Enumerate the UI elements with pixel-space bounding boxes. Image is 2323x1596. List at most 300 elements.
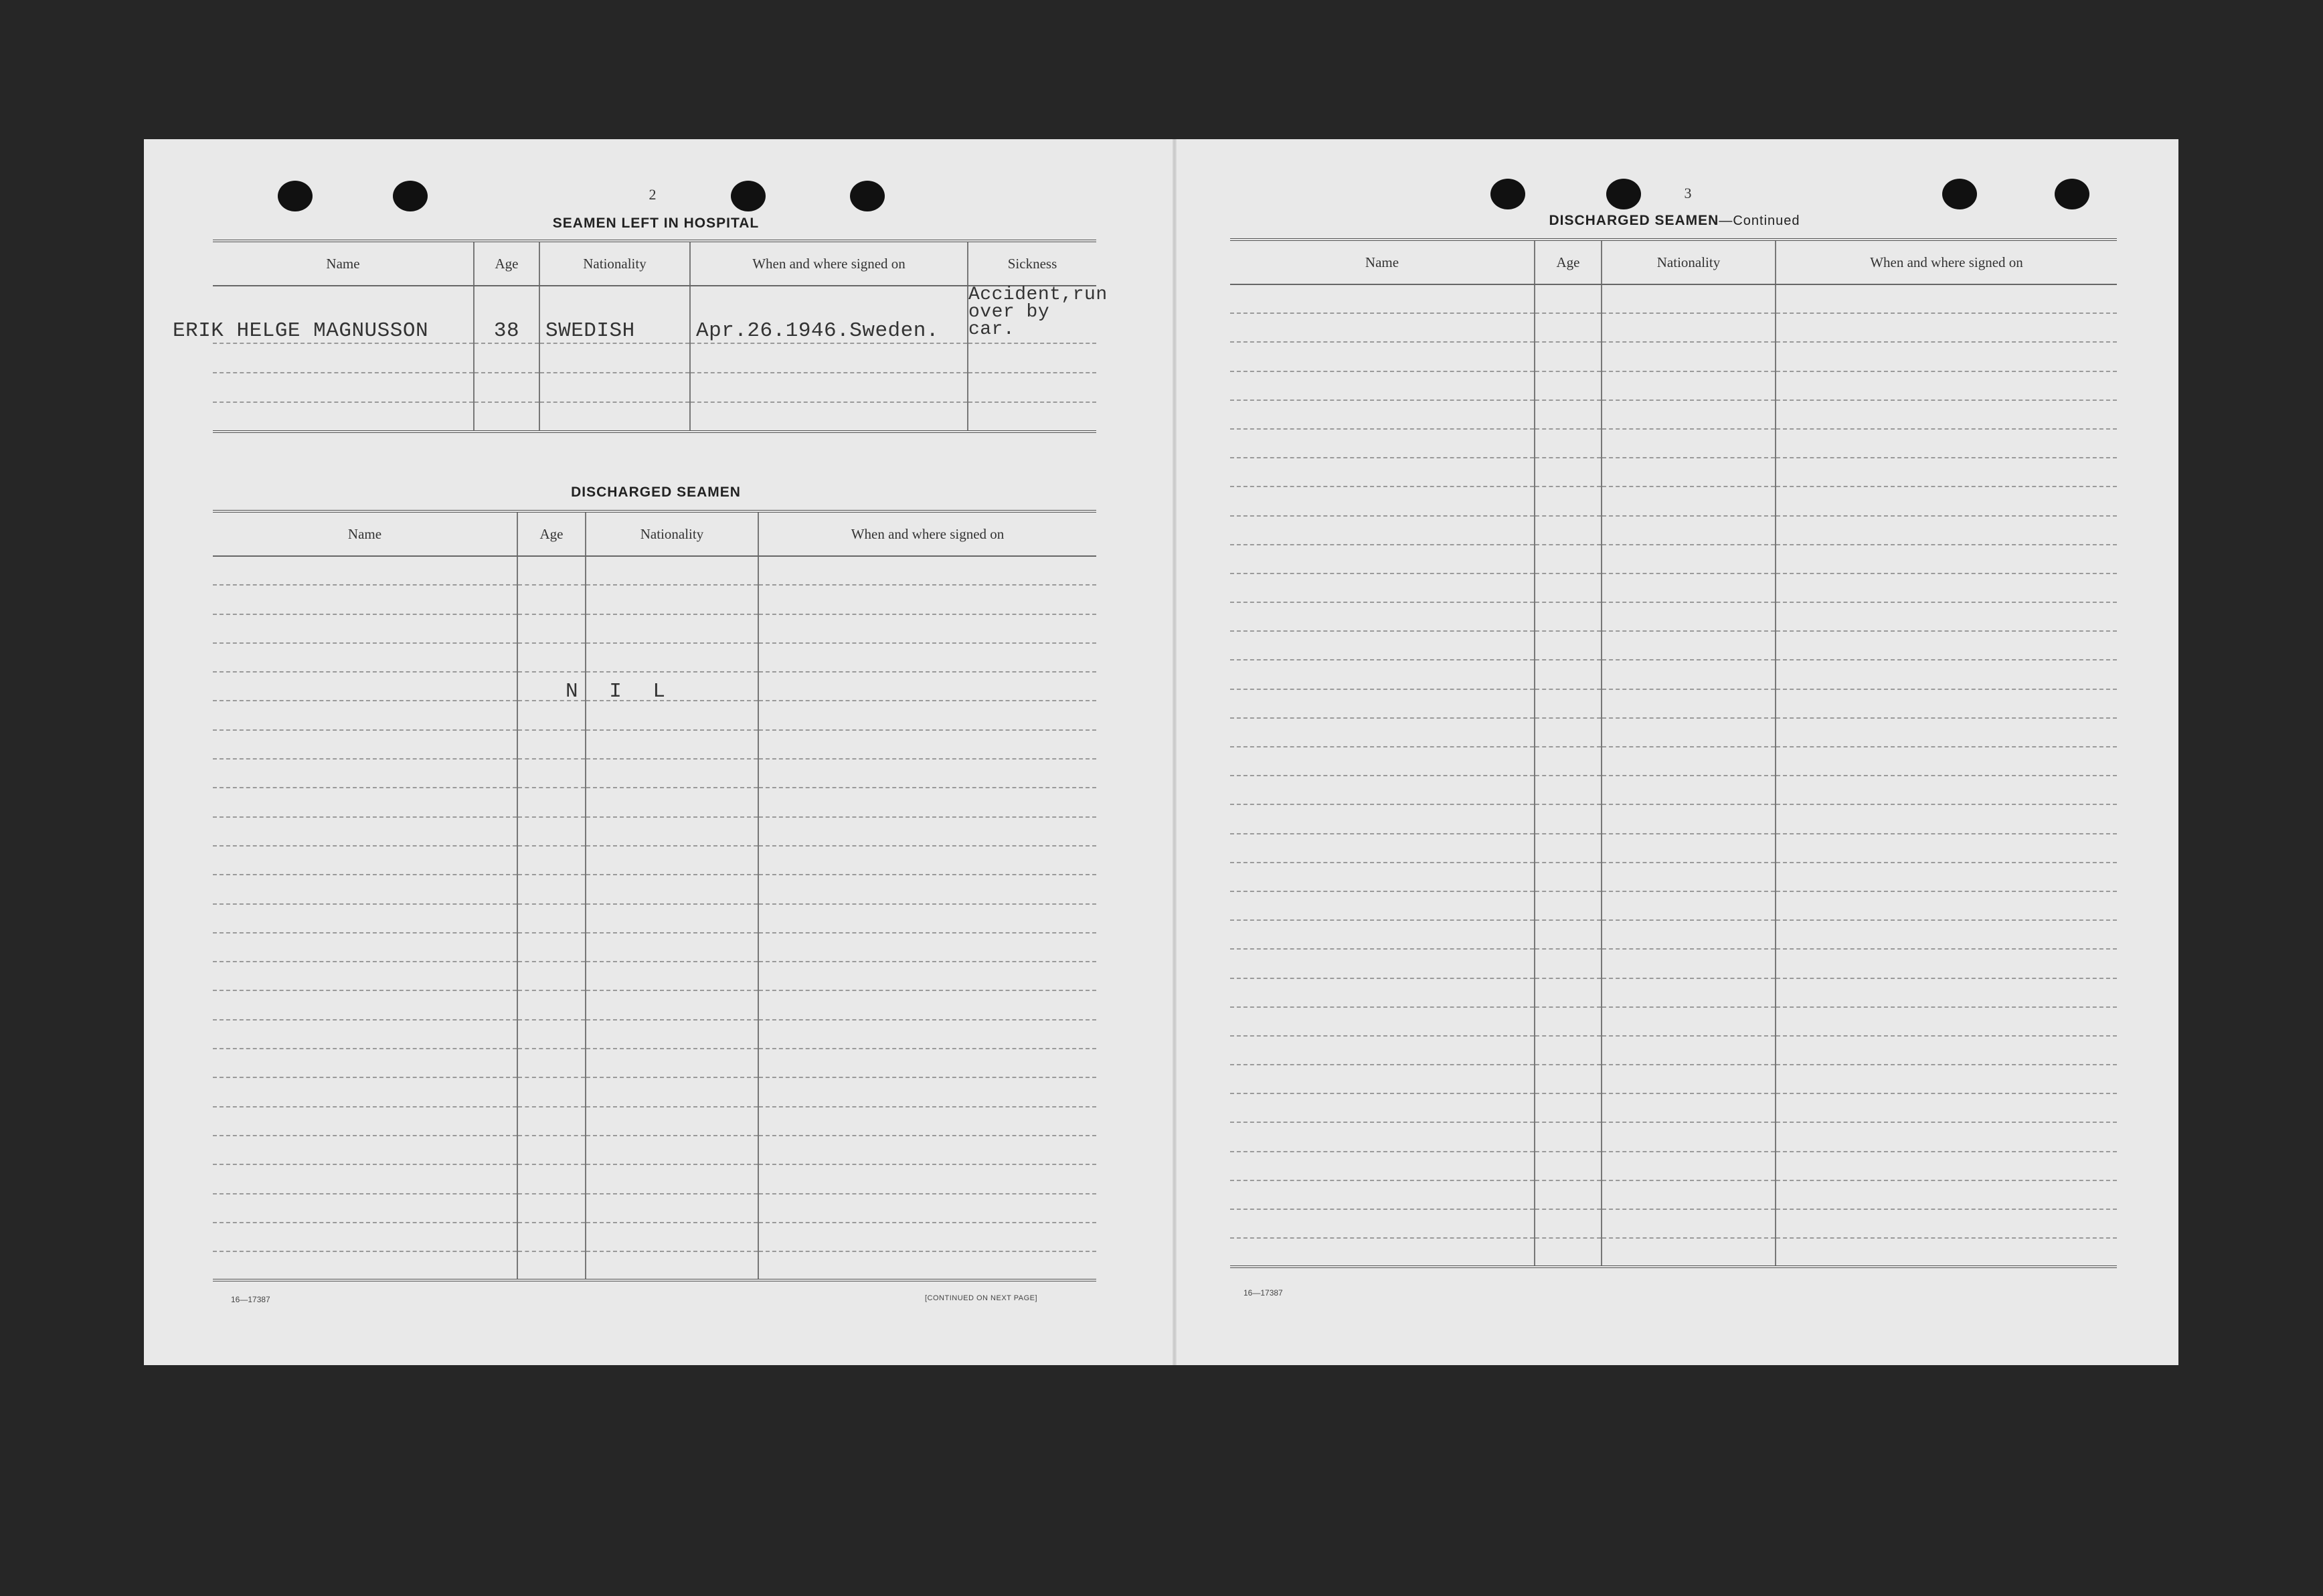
table-row: [1230, 776, 2117, 804]
table-cell: [586, 1077, 758, 1106]
table-cell: [1602, 1122, 1776, 1151]
table-row: [213, 1077, 1096, 1106]
table-cell: [1776, 1036, 2117, 1065]
table-row: [213, 1251, 1096, 1280]
table-row: [213, 402, 1096, 432]
punch-hole: [278, 181, 313, 211]
table-row: [1230, 1209, 2117, 1238]
table-cell: [1602, 1209, 1776, 1238]
table-cell: [517, 730, 586, 759]
table-cell: [1602, 949, 1776, 978]
table-cell: [1602, 718, 1776, 747]
table-cell: [758, 1020, 1096, 1049]
punch-hole: [393, 181, 428, 211]
table-cell: [758, 1107, 1096, 1136]
table-cell: [1230, 1152, 1535, 1180]
table-cell: [1230, 458, 1535, 486]
table-cell: [1602, 660, 1776, 689]
table-cell: [1776, 660, 2117, 689]
seaman-sickness: Accident,run over by car.: [968, 284, 1108, 340]
table-row: [1230, 1180, 2117, 1209]
continued-suffix: —Continued: [1719, 213, 1800, 228]
table-cell: [517, 904, 586, 933]
table-cell: [1230, 1180, 1535, 1209]
table-cell: [517, 1049, 586, 1077]
table-cell: [586, 1136, 758, 1164]
table-cell: [1535, 1122, 1602, 1151]
table-cell: [1776, 400, 2117, 429]
table-cell: [1602, 747, 1776, 776]
table-cell: [1776, 429, 2117, 458]
table-cell: [213, 846, 517, 875]
table-cell: [1535, 602, 1602, 631]
table-cell: [213, 672, 517, 701]
table-cell: [1535, 631, 1602, 660]
table-cell: [1535, 834, 1602, 863]
table-cell: [1535, 545, 1602, 573]
table-cell: [1776, 863, 2117, 891]
table-cell: [1535, 1036, 1602, 1065]
header-nationality: Nationality: [539, 241, 690, 286]
table-cell: [586, 1194, 758, 1223]
table-row: [1230, 1007, 2117, 1036]
table-cell: [758, 1223, 1096, 1251]
table-cell: [517, 556, 586, 585]
table-cell: [1602, 1238, 1776, 1267]
table-cell: [1776, 1152, 2117, 1180]
table-cell: [1230, 1065, 1535, 1093]
table-cell: [1602, 602, 1776, 631]
table-cell: [517, 1077, 586, 1106]
table-row: [213, 585, 1096, 614]
seaman-nationality: SWEDISH: [545, 319, 635, 343]
table-cell: [586, 556, 758, 585]
table-cell: [586, 788, 758, 816]
table-cell: [517, 1194, 586, 1223]
table-cell: [1535, 891, 1602, 920]
table-cell: [1535, 660, 1602, 689]
table-cell: [1602, 429, 1776, 458]
discharged-continued-title: [1487, 213, 1862, 229]
table-cell: [213, 1251, 517, 1280]
table-cell: [1602, 1036, 1776, 1065]
table-cell: [1535, 284, 1602, 313]
table-row: [1230, 949, 2117, 978]
table-cell: [1776, 978, 2117, 1007]
table-cell: [1535, 949, 1602, 978]
table-cell: [1230, 834, 1535, 863]
table-cell: [758, 1164, 1096, 1193]
nil-entry: N I L: [566, 680, 675, 703]
table-cell: [1535, 1093, 1602, 1122]
table-cell: [1602, 516, 1776, 545]
table-cell: [1535, 747, 1602, 776]
table-cell: [1602, 1152, 1776, 1180]
table-row: [1230, 400, 2117, 429]
table-cell: [1535, 920, 1602, 949]
table-cell: [586, 904, 758, 933]
table-row: [213, 1223, 1096, 1251]
table-cell: [1230, 718, 1535, 747]
table-cell: [517, 701, 586, 729]
table-cell: [1602, 863, 1776, 891]
table-row: [1230, 516, 2117, 545]
table-cell: [586, 1020, 758, 1049]
table-cell: [1776, 834, 2117, 863]
table-cell: [1776, 342, 2117, 371]
table-cell: [586, 643, 758, 672]
discharged-table-right: [1230, 238, 2117, 1268]
table-cell: [758, 904, 1096, 933]
table-cell: [1776, 545, 2117, 573]
table-cell: [517, 933, 586, 962]
table-cell: [586, 875, 758, 903]
table-cell: [1230, 602, 1535, 631]
table-row: [1230, 486, 2117, 515]
table-cell: [1230, 400, 1535, 429]
table-cell: [586, 990, 758, 1019]
discharged-section-title: DISCHARGED SEAMEN: [571, 484, 741, 500]
table-cell: [758, 1251, 1096, 1280]
table-cell: [1230, 747, 1535, 776]
table-cell: [586, 701, 758, 729]
table-cell: [1230, 429, 1535, 458]
punch-hole: [1490, 179, 1525, 209]
header-signed-on: When and where signed on: [758, 511, 1096, 556]
seaman-age: 38: [493, 319, 520, 343]
punch-hole: [2055, 179, 2089, 209]
table-cell: [1535, 1180, 1602, 1209]
table-cell: [586, 585, 758, 614]
header-age: Age: [1535, 240, 1602, 284]
table-row: [1230, 631, 2117, 660]
table-cell: [586, 614, 758, 643]
table-cell: [758, 1194, 1096, 1223]
table-cell: [1230, 891, 1535, 920]
table-row: [213, 1049, 1096, 1077]
table-row: [1230, 342, 2117, 371]
table-cell: [1602, 342, 1776, 371]
table-cell: [213, 556, 517, 585]
table-row: [213, 286, 1096, 343]
table-cell: [586, 962, 758, 990]
table-row: [1230, 660, 2117, 689]
table-cell: [1230, 804, 1535, 833]
table-cell: [1602, 1007, 1776, 1036]
table-cell: [1535, 516, 1602, 545]
table-cell: [1602, 458, 1776, 486]
table-row: [1230, 863, 2117, 891]
table-cell: [1535, 1209, 1602, 1238]
table-row: [1230, 284, 2117, 313]
punch-hole: [731, 181, 766, 211]
table-cell: [1230, 978, 1535, 1007]
page-number-left: 2: [649, 186, 657, 203]
table-row: [1230, 891, 2117, 920]
table-cell: [1776, 313, 2117, 342]
table-cell: [1776, 573, 2117, 602]
table-cell: [1230, 1238, 1535, 1267]
page-number-right: 3: [1684, 185, 1692, 201]
table-row: [213, 556, 1096, 585]
table-cell: [1535, 1065, 1602, 1093]
table-cell: [1535, 718, 1602, 747]
table-cell: [213, 875, 517, 903]
table-cell: [1535, 978, 1602, 1007]
table-row: [213, 701, 1096, 729]
table-row: [1230, 458, 2117, 486]
table-cell: [1602, 400, 1776, 429]
table-cell: [213, 1049, 517, 1077]
table-cell: [1230, 776, 1535, 804]
table-cell: [1776, 1238, 2117, 1267]
table-cell: [1230, 573, 1535, 602]
header-nationality: Nationality: [1602, 240, 1776, 284]
table-cell: [213, 614, 517, 643]
table-cell: [517, 962, 586, 990]
table-cell: [586, 730, 758, 759]
header-name: Name: [213, 511, 517, 556]
table-cell: [517, 759, 586, 788]
table-cell: [758, 875, 1096, 903]
table-cell: [213, 904, 517, 933]
table-cell: [1535, 429, 1602, 458]
table-cell: [213, 1077, 517, 1106]
seaman-signed-on: Apr.26.1946.Sweden.: [696, 319, 939, 343]
table-cell: [1776, 1122, 2117, 1151]
table-cell: [1776, 516, 2117, 545]
table-cell: [1535, 313, 1602, 342]
table-cell: [758, 585, 1096, 614]
table-cell: [1230, 863, 1535, 891]
table-cell: [1602, 486, 1776, 515]
table-cell: [1602, 834, 1776, 863]
table-cell: [213, 1136, 517, 1164]
table-cell: [213, 990, 517, 1019]
table-cell: [1535, 863, 1602, 891]
table-cell: [1776, 776, 2117, 804]
table-row: [213, 614, 1096, 643]
header-sickness: Sickness: [968, 241, 1096, 286]
table-cell: [1230, 1122, 1535, 1151]
page-fold: [1173, 139, 1177, 1365]
table-row: [1230, 1065, 2117, 1093]
table-cell: [758, 556, 1096, 585]
punch-hole: [1942, 179, 1977, 209]
table-cell: [213, 962, 517, 990]
table-cell: [586, 1223, 758, 1251]
table-row: [213, 1020, 1096, 1049]
table-row: [213, 817, 1096, 846]
table-cell: [1535, 400, 1602, 429]
table-cell: [1230, 631, 1535, 660]
table-row: [213, 730, 1096, 759]
table-cell: [517, 1164, 586, 1193]
table-cell: [586, 1251, 758, 1280]
table-cell: [1602, 573, 1776, 602]
table-cell: [586, 1049, 758, 1077]
table-cell: [758, 1136, 1096, 1164]
punch-hole: [850, 181, 885, 211]
table-cell: [213, 788, 517, 816]
table-cell: [1776, 371, 2117, 400]
table-row: [213, 933, 1096, 962]
table-cell: [213, 1194, 517, 1223]
table-cell: [758, 846, 1096, 875]
table-cell: [1535, 804, 1602, 833]
table-cell: [1776, 949, 2117, 978]
table-cell: [1230, 660, 1535, 689]
table-cell: [517, 1136, 586, 1164]
table-cell: [1776, 718, 2117, 747]
table-row: [1230, 804, 2117, 833]
table-cell: [517, 875, 586, 903]
table-cell: [517, 1107, 586, 1136]
table-cell: [517, 817, 586, 846]
table-cell: [1230, 1093, 1535, 1122]
table-cell: [1535, 458, 1602, 486]
table-row: [1230, 718, 2117, 747]
table-cell: [758, 962, 1096, 990]
table-cell: [1535, 776, 1602, 804]
table-cell: [517, 1251, 586, 1280]
table-row: [1230, 545, 2117, 573]
table-cell: [1535, 371, 1602, 400]
table-row: [213, 643, 1096, 672]
table-row: [1230, 689, 2117, 718]
table-cell: [1535, 1238, 1602, 1267]
table-cell: [758, 1077, 1096, 1106]
table-cell: [1230, 1209, 1535, 1238]
table-row: [1230, 1093, 2117, 1122]
table-row: [213, 343, 1096, 373]
table-cell: [213, 1164, 517, 1193]
table-cell: [1535, 573, 1602, 602]
table-cell: [1230, 342, 1535, 371]
table-cell: [586, 1164, 758, 1193]
table-cell: [1230, 371, 1535, 400]
table-cell: [586, 933, 758, 962]
continued-note: [CONTINUED ON NEXT PAGE]: [925, 1294, 1038, 1302]
table-cell: [1776, 602, 2117, 631]
table-cell: [758, 933, 1096, 962]
table-row: [1230, 371, 2117, 400]
hospital-table: [173, 240, 1108, 433]
table-cell: [586, 1107, 758, 1136]
table-cell: [1776, 486, 2117, 515]
table-cell: [586, 817, 758, 846]
table-cell: [1535, 1152, 1602, 1180]
table-cell: [213, 759, 517, 788]
table-row: [1230, 1122, 2117, 1151]
table-cell: [1230, 689, 1535, 718]
table-cell: [517, 643, 586, 672]
table-cell: [1776, 1209, 2117, 1238]
table-row: [213, 1164, 1096, 1193]
table-cell: [758, 1049, 1096, 1077]
table-cell: [213, 817, 517, 846]
table-cell: [517, 990, 586, 1019]
table-cell: [1602, 371, 1776, 400]
table-cell: [1602, 776, 1776, 804]
table-cell: [517, 614, 586, 643]
table-row: [1230, 602, 2117, 631]
table-cell: [1602, 689, 1776, 718]
table-cell: [758, 643, 1096, 672]
discharged-title-text: DISCHARGED SEAMEN: [1549, 213, 1719, 228]
table-cell: [213, 1107, 517, 1136]
table-cell: [1602, 920, 1776, 949]
table-row: [1230, 313, 2117, 342]
table-row: [213, 788, 1096, 816]
table-row: [1230, 429, 2117, 458]
table-cell: [1230, 545, 1535, 573]
table-cell: [1602, 284, 1776, 313]
table-cell: [1230, 313, 1535, 342]
table-cell: [1230, 1007, 1535, 1036]
table-cell: [1776, 891, 2117, 920]
table-row: [213, 1107, 1096, 1136]
table-row: [1230, 1036, 2117, 1065]
table-cell: [1602, 804, 1776, 833]
table-cell: [758, 701, 1096, 729]
table-cell: [1602, 1065, 1776, 1093]
header-name: Name: [213, 241, 474, 286]
table-cell: [213, 585, 517, 614]
table-cell: [1776, 284, 2117, 313]
table-cell: [1602, 978, 1776, 1007]
table-cell: [1602, 545, 1776, 573]
table-cell: [517, 846, 586, 875]
discharged-table-left: [213, 510, 1096, 1281]
table-row: [213, 373, 1096, 402]
table-cell: [517, 585, 586, 614]
table-row: [1230, 747, 2117, 776]
table-cell: [1230, 516, 1535, 545]
table-cell: [1230, 284, 1535, 313]
table-row: [213, 846, 1096, 875]
table-cell: [1776, 804, 2117, 833]
table-cell: [213, 1223, 517, 1251]
table-cell: [517, 788, 586, 816]
table-cell: [1602, 313, 1776, 342]
table-row: [213, 1194, 1096, 1223]
table-row: [213, 962, 1096, 990]
table-cell: [758, 672, 1096, 701]
table-row: [1230, 1152, 2117, 1180]
table-cell: [758, 614, 1096, 643]
table-cell: [213, 701, 517, 729]
form-code-left: 16—17387: [231, 1295, 270, 1304]
header-age: Age: [474, 241, 539, 286]
table-row: [1230, 978, 2117, 1007]
table-cell: [1776, 458, 2117, 486]
table-row: [1230, 920, 2117, 949]
table-row: [213, 990, 1096, 1019]
table-cell: [213, 730, 517, 759]
table-cell: [1602, 1180, 1776, 1209]
header-signed-on: When and where signed on: [1776, 240, 2117, 284]
table-cell: [213, 933, 517, 962]
table-cell: [1535, 342, 1602, 371]
table-row: [1230, 834, 2117, 863]
table-cell: [1230, 920, 1535, 949]
header-signed-on: When and where signed on: [690, 241, 968, 286]
table-cell: [517, 1020, 586, 1049]
table-cell: [1776, 631, 2117, 660]
table-row: [213, 759, 1096, 788]
table-row: [1230, 1238, 2117, 1267]
